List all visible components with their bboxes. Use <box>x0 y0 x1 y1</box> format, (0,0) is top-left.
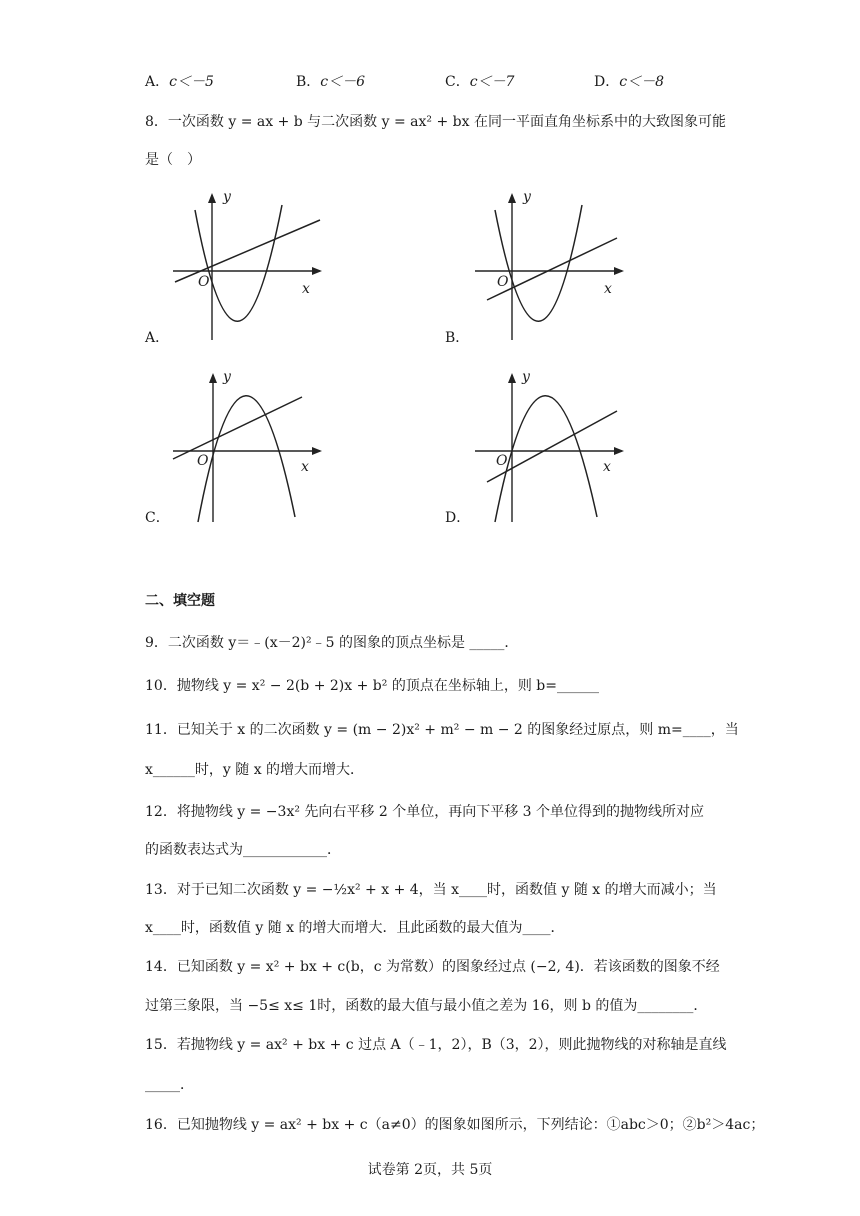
q8-option-c: C． <box>145 510 170 526</box>
q8-stem-line2: 是（ ） <box>145 152 201 168</box>
question-11-line2: x______时，y 随 x 的增大而增大． <box>145 762 365 778</box>
q7-option-b <box>296 72 365 92</box>
question-13-line2: x____时，函数值 y 随 x 的增大而增大．且此函数的最大值为____． <box>145 920 565 936</box>
option-letter: D． <box>594 74 620 90</box>
question-16: 16．已知抛物线 y = ax² + bx + c（a≠0）的图象如图所示，下列结论：①abc＞0；②b²＞4ac； <box>145 1117 765 1133</box>
x-axis-label: x <box>604 281 612 297</box>
q7-option-a <box>145 72 214 92</box>
question-10: 10．抛物线 y = x² − 2(b + 2)x + b² 的顶点在坐标轴上，则 b=______ <box>145 678 599 694</box>
x-axis-label: x <box>603 459 611 475</box>
page-footer: 试卷第 2页，共 5页 <box>367 1162 493 1178</box>
q7-option-d <box>594 72 664 92</box>
y-axis-label: y <box>223 189 231 205</box>
graph-a <box>165 185 345 345</box>
question-14-line2: 过第三象限，当 −5≤ x≤ 1时，函数的最大值与最小值之差为 16，则 b 的值为________． <box>145 998 708 1014</box>
graph-c <box>165 367 345 527</box>
question-12-line1: 12．将抛物线 y = −3x² 先向右平移 2 个单位，再向下平移 3 个单位得到的抛物线所对应 <box>145 804 705 820</box>
question-11-line1: 11．已知关于 x 的二次函数 y = (m − 2)x² + m² − m − 2 的图象经过原点，则 m=____，当 <box>145 722 739 738</box>
graph-b <box>467 185 647 345</box>
q8-option-d: D． <box>445 510 471 526</box>
option-letter: C． <box>445 74 470 90</box>
question-12-line2: 的函数表达式为____________． <box>145 842 341 858</box>
section-heading: 二、填空题 <box>145 593 215 609</box>
option-text: c＜－7 <box>469 74 515 90</box>
option-text: c＜－5 <box>169 74 214 90</box>
question-15-line2: _____． <box>145 1077 194 1093</box>
y-axis-label: y <box>223 369 231 385</box>
x-axis-label: x <box>301 459 309 475</box>
q8-option-b: B． <box>445 330 470 346</box>
origin-label: O <box>497 274 509 290</box>
origin-label: O <box>197 453 209 469</box>
origin-label: O <box>496 453 508 469</box>
q8-option-a: A． <box>145 330 170 346</box>
question-13-line1: 13．对于已知二次函数 y = −½x² + x + 4，当 x____时，函数值 y 随 x 的增大而减小；当 <box>145 882 717 898</box>
option-text: c＜－8 <box>619 74 664 90</box>
q7-option-c <box>445 72 514 92</box>
question-14-line1: 14．已知函数 y = x² + bx + c(b，c 为常数）的图象经过点 (−2, 4)．若该函数的图象不经 <box>145 959 720 975</box>
option-text: c＜－6 <box>320 74 366 90</box>
x-axis-label: x <box>302 281 310 297</box>
question-15-line1: 15．若抛物线 y = ax² + bx + c 过点 A（﹣1，2），B（3，2），则此抛物线的对称轴是直线 <box>145 1037 727 1053</box>
y-axis-label: y <box>523 189 531 205</box>
question-9: 9．二次函数 y＝﹣(x－2)²﹣5 的图象的顶点坐标是 _____． <box>145 635 519 651</box>
option-letter: A． <box>145 74 170 90</box>
q8-stem-line1: 8．一次函数 y = ax + b 与二次函数 y = ax² + bx 在同一平面直角坐标系中的大致图象可能 <box>145 114 726 130</box>
y-axis-label: y <box>522 369 530 385</box>
origin-label: O <box>198 274 210 290</box>
graph-d <box>467 367 647 527</box>
option-letter: B． <box>296 74 321 90</box>
